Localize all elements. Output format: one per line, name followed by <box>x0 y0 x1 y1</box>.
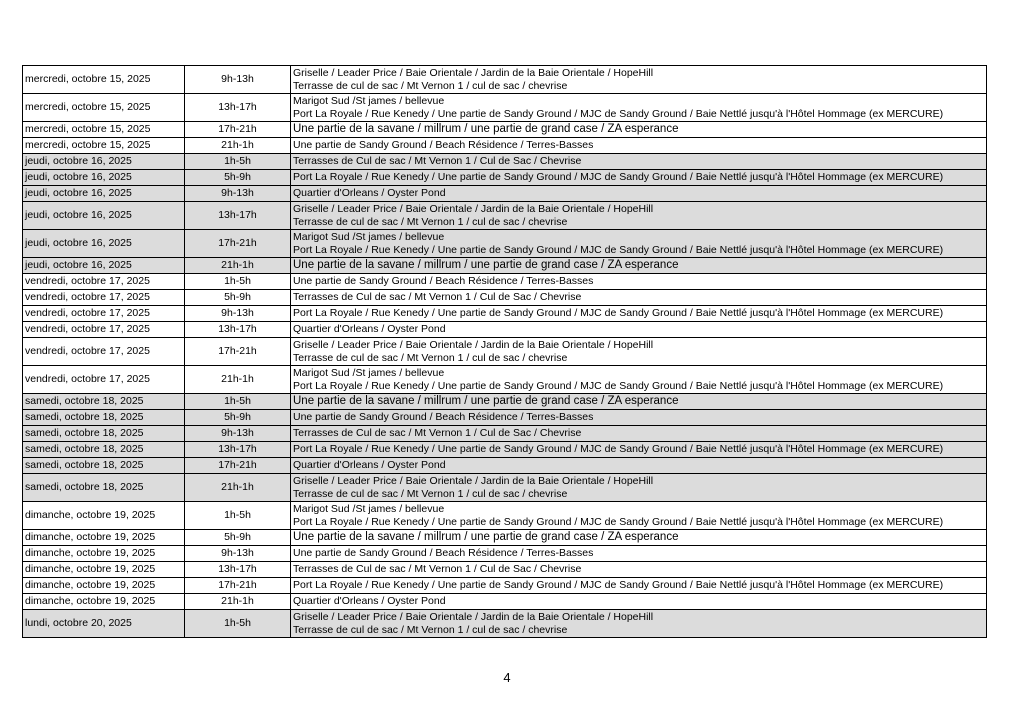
schedule-row <box>23 122 987 138</box>
area-cell <box>291 442 987 458</box>
date-cell: vendredi, octobre 17, 2025 <box>23 366 185 394</box>
area-cell <box>291 338 987 366</box>
time-slot-cell: 13h-17h <box>185 94 291 122</box>
area-cell <box>291 306 987 322</box>
time-slot-cell: 13h-17h <box>185 202 291 230</box>
schedule-row <box>23 274 987 290</box>
area-line: Terrasse de cul de sac / Mt Vernon 1 / cul de sac / chevrise <box>293 79 568 92</box>
schedule-row <box>23 394 987 410</box>
area-line: Une partie de la savane / millrum / une partie de grand case / ZA esperance <box>293 259 679 271</box>
time-slot-cell: 5h-9h <box>185 410 291 426</box>
schedule-row <box>23 458 987 474</box>
area-cell <box>291 258 987 274</box>
page-number: 4 <box>503 670 511 685</box>
time-slot-cell: 5h-9h <box>185 530 291 546</box>
date-cell: vendredi, octobre 17, 2025 <box>23 306 185 322</box>
area-line: Port La Royale / Rue Kenedy / Une partie de Sandy Ground / MJC de Sandy Ground / Baie Nettlé jusqu'à l'Hôtel Hommage (ex MERCURE) <box>293 107 944 120</box>
date-cell: vendredi, octobre 17, 2025 <box>23 290 185 306</box>
date-cell: dimanche, octobre 19, 2025 <box>23 594 185 610</box>
time-slot-cell: 21h-1h <box>185 594 291 610</box>
schedule-row <box>23 230 987 258</box>
area-cell <box>291 366 987 394</box>
schedule-row <box>23 426 987 442</box>
date-cell: dimanche, octobre 19, 2025 <box>23 530 185 546</box>
schedule-row <box>23 66 987 94</box>
schedule-row <box>23 530 987 546</box>
time-slot-cell: 21h-1h <box>185 258 291 274</box>
area-cell <box>291 154 987 170</box>
area-line: Une partie de Sandy Ground / Beach Résidence / Terres-Basses <box>293 275 594 287</box>
time-slot-cell: 1h-5h <box>185 610 291 638</box>
schedule-row <box>23 258 987 274</box>
outage-schedule-table <box>22 65 987 638</box>
area-line: Marigot Sud /St james / bellevue <box>293 230 445 243</box>
area-line: Terrasses de Cul de sac / Mt Vernon 1 / Cul de Sac / Chevrise <box>293 427 582 439</box>
time-slot-cell: 17h-21h <box>185 122 291 138</box>
area-line: Une partie de Sandy Ground / Beach Résidence / Terres-Basses <box>293 547 594 559</box>
schedule-row <box>23 202 987 230</box>
area-cell <box>291 474 987 502</box>
date-cell: dimanche, octobre 19, 2025 <box>23 578 185 594</box>
date-cell: vendredi, octobre 17, 2025 <box>23 274 185 290</box>
schedule-row <box>23 138 987 154</box>
area-line: Port La Royale / Rue Kenedy / Une partie de Sandy Ground / MJC de Sandy Ground / Baie Nettlé jusqu'à l'Hôtel Hommage (ex MERCURE) <box>293 579 944 591</box>
area-cell <box>291 458 987 474</box>
area-cell <box>291 170 987 186</box>
area-cell <box>291 546 987 562</box>
schedule-row <box>23 546 987 562</box>
area-line: Marigot Sud /St james / bellevue <box>293 366 445 379</box>
area-cell <box>291 202 987 230</box>
time-slot-cell: 17h-21h <box>185 338 291 366</box>
area-line: Terrasses de Cul de sac / Mt Vernon 1 / Cul de Sac / Chevrise <box>293 155 582 167</box>
schedule-body <box>23 66 987 638</box>
area-cell <box>291 502 987 530</box>
area-line: Terrasse de cul de sac / Mt Vernon 1 / cul de sac / chevrise <box>293 215 568 228</box>
area-line: Griselle / Leader Price / Baie Orientale / Jardin de la Baie Orientale / HopeHill <box>293 202 654 215</box>
area-line: Terrasses de Cul de sac / Mt Vernon 1 / Cul de Sac / Chevrise <box>293 563 582 575</box>
schedule-row <box>23 410 987 426</box>
area-cell <box>291 186 987 202</box>
time-slot-cell: 1h-5h <box>185 394 291 410</box>
date-cell: vendredi, octobre 17, 2025 <box>23 322 185 338</box>
area-line: Marigot Sud /St james / bellevue <box>293 94 445 107</box>
time-slot-cell: 1h-5h <box>185 274 291 290</box>
time-slot-cell: 13h-17h <box>185 562 291 578</box>
area-cell <box>291 94 987 122</box>
time-slot-cell: 17h-21h <box>185 578 291 594</box>
area-line: Port La Royale / Rue Kenedy / Une partie de Sandy Ground / MJC de Sandy Ground / Baie Nettlé jusqu'à l'Hôtel Hommage (ex MERCURE) <box>293 307 944 319</box>
date-cell: samedi, octobre 18, 2025 <box>23 442 185 458</box>
date-cell: samedi, octobre 18, 2025 <box>23 458 185 474</box>
time-slot-cell: 9h-13h <box>185 306 291 322</box>
area-line: Port La Royale / Rue Kenedy / Une partie de Sandy Ground / MJC de Sandy Ground / Baie Nettlé jusqu'à l'Hôtel Hommage (ex MERCURE) <box>293 443 944 455</box>
area-line: Griselle / Leader Price / Baie Orientale / Jardin de la Baie Orientale / HopeHill <box>293 338 654 351</box>
area-line: Une partie de Sandy Ground / Beach Résidence / Terres-Basses <box>293 139 594 151</box>
area-line: Griselle / Leader Price / Baie Orientale / Jardin de la Baie Orientale / HopeHill <box>293 474 654 487</box>
time-slot-cell: 1h-5h <box>185 154 291 170</box>
area-line: Terrasse de cul de sac / Mt Vernon 1 / cul de sac / chevrise <box>293 351 568 364</box>
date-cell: samedi, octobre 18, 2025 <box>23 410 185 426</box>
time-slot-cell: 13h-17h <box>185 322 291 338</box>
area-line: Quartier d'Orleans / Oyster Pond <box>293 187 446 199</box>
date-cell: samedi, octobre 18, 2025 <box>23 394 185 410</box>
date-cell: jeudi, octobre 16, 2025 <box>23 202 185 230</box>
area-cell <box>291 578 987 594</box>
area-cell <box>291 290 987 306</box>
time-slot-cell: 21h-1h <box>185 366 291 394</box>
date-cell: samedi, octobre 18, 2025 <box>23 474 185 502</box>
area-cell <box>291 394 987 410</box>
area-line: Terrasses de Cul de sac / Mt Vernon 1 / Cul de Sac / Chevrise <box>293 291 582 303</box>
area-line: Port La Royale / Rue Kenedy / Une partie de Sandy Ground / MJC de Sandy Ground / Baie Nettlé jusqu'à l'Hôtel Hommage (ex MERCURE) <box>293 171 944 183</box>
area-cell <box>291 610 987 638</box>
area-line: Port La Royale / Rue Kenedy / Une partie de Sandy Ground / MJC de Sandy Ground / Baie Nettlé jusqu'à l'Hôtel Hommage (ex MERCURE) <box>293 243 944 256</box>
time-slot-cell: 9h-13h <box>185 546 291 562</box>
date-cell: lundi, octobre 20, 2025 <box>23 610 185 638</box>
time-slot-cell: 13h-17h <box>185 442 291 458</box>
date-cell: vendredi, octobre 17, 2025 <box>23 338 185 366</box>
schedule-row <box>23 366 987 394</box>
area-cell <box>291 274 987 290</box>
area-cell <box>291 322 987 338</box>
area-line: Une partie de la savane / millrum / une partie de grand case / ZA esperance <box>293 123 679 135</box>
area-line: Griselle / Leader Price / Baie Orientale / Jardin de la Baie Orientale / HopeHill <box>293 66 654 79</box>
date-cell: mercredi, octobre 15, 2025 <box>23 66 185 94</box>
area-line: Port La Royale / Rue Kenedy / Une partie de Sandy Ground / MJC de Sandy Ground / Baie Nettlé jusqu'à l'Hôtel Hommage (ex MERCURE) <box>293 515 944 528</box>
schedule-row <box>23 578 987 594</box>
schedule-row <box>23 442 987 458</box>
date-cell: mercredi, octobre 15, 2025 <box>23 94 185 122</box>
date-cell: jeudi, octobre 16, 2025 <box>23 186 185 202</box>
date-cell: samedi, octobre 18, 2025 <box>23 426 185 442</box>
area-line: Terrasse de cul de sac / Mt Vernon 1 / cul de sac / chevrise <box>293 487 568 500</box>
area-cell <box>291 426 987 442</box>
date-cell: mercredi, octobre 15, 2025 <box>23 138 185 154</box>
schedule-row <box>23 170 987 186</box>
area-line: Port La Royale / Rue Kenedy / Une partie de Sandy Ground / MJC de Sandy Ground / Baie Nettlé jusqu'à l'Hôtel Hommage (ex MERCURE) <box>293 379 944 392</box>
schedule-row <box>23 290 987 306</box>
area-cell <box>291 66 987 94</box>
area-cell <box>291 562 987 578</box>
time-slot-cell: 17h-21h <box>185 230 291 258</box>
schedule-row <box>23 562 987 578</box>
area-cell <box>291 122 987 138</box>
time-slot-cell: 9h-13h <box>185 426 291 442</box>
time-slot-cell: 9h-13h <box>185 186 291 202</box>
schedule-row <box>23 94 987 122</box>
date-cell: dimanche, octobre 19, 2025 <box>23 546 185 562</box>
area-cell <box>291 530 987 546</box>
time-slot-cell: 21h-1h <box>185 474 291 502</box>
schedule-row <box>23 474 987 502</box>
area-line: Quartier d'Orleans / Oyster Pond <box>293 595 446 607</box>
area-cell <box>291 410 987 426</box>
area-cell <box>291 138 987 154</box>
schedule-row <box>23 306 987 322</box>
area-line: Une partie de la savane / millrum / une partie de grand case / ZA esperance <box>293 395 679 407</box>
schedule-row <box>23 186 987 202</box>
schedule-row <box>23 502 987 530</box>
area-cell <box>291 594 987 610</box>
time-slot-cell: 17h-21h <box>185 458 291 474</box>
schedule-row <box>23 322 987 338</box>
area-line: Quartier d'Orleans / Oyster Pond <box>293 323 446 335</box>
time-slot-cell: 1h-5h <box>185 502 291 530</box>
area-line: Terrasse de cul de sac / Mt Vernon 1 / cul de sac / chevrise <box>293 623 568 636</box>
date-cell: jeudi, octobre 16, 2025 <box>23 154 185 170</box>
area-cell <box>291 230 987 258</box>
schedule-row <box>23 338 987 366</box>
date-cell: jeudi, octobre 16, 2025 <box>23 230 185 258</box>
date-cell: jeudi, octobre 16, 2025 <box>23 170 185 186</box>
area-line: Griselle / Leader Price / Baie Orientale / Jardin de la Baie Orientale / HopeHill <box>293 610 654 623</box>
time-slot-cell: 9h-13h <box>185 66 291 94</box>
area-line: Quartier d'Orleans / Oyster Pond <box>293 459 446 471</box>
time-slot-cell: 21h-1h <box>185 138 291 154</box>
schedule-row <box>23 154 987 170</box>
date-cell: mercredi, octobre 15, 2025 <box>23 122 185 138</box>
schedule-row <box>23 610 987 638</box>
area-line: Une partie de la savane / millrum / une partie de grand case / ZA esperance <box>293 531 679 543</box>
date-cell: dimanche, octobre 19, 2025 <box>23 562 185 578</box>
area-line: Une partie de Sandy Ground / Beach Résidence / Terres-Basses <box>293 411 594 423</box>
time-slot-cell: 5h-9h <box>185 290 291 306</box>
time-slot-cell: 5h-9h <box>185 170 291 186</box>
date-cell: jeudi, octobre 16, 2025 <box>23 258 185 274</box>
area-line: Marigot Sud /St james / bellevue <box>293 502 445 515</box>
date-cell: dimanche, octobre 19, 2025 <box>23 502 185 530</box>
schedule-row <box>23 594 987 610</box>
